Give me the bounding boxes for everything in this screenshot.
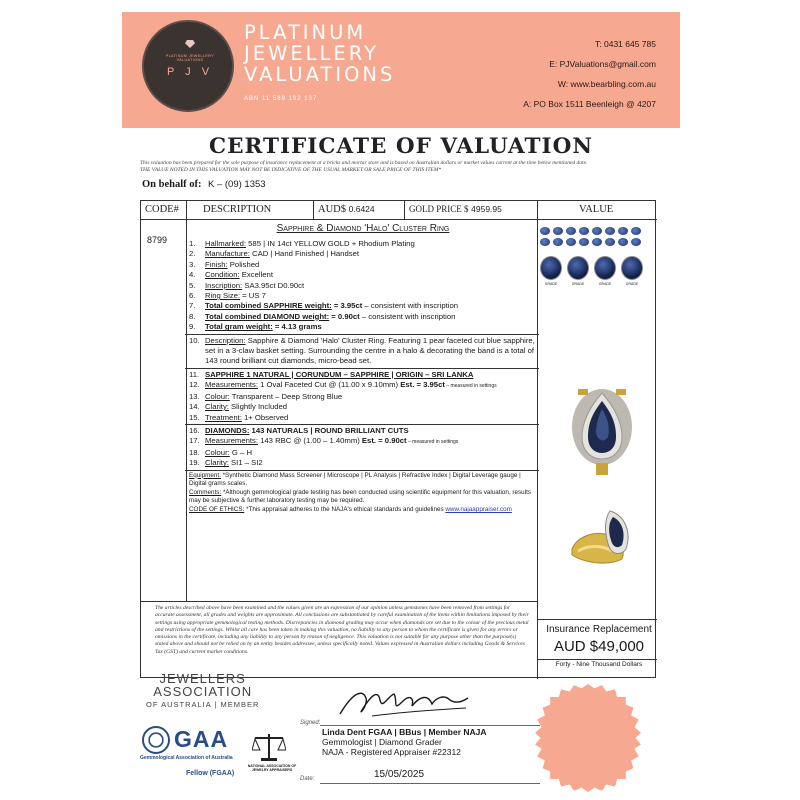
gaa-full-name: Gemmological Association of Australia [140,755,233,761]
row-number: 17. [189,436,200,446]
row-text [205,336,537,367]
sapphire-colour: Transparent – Deep Strong Blue [229,391,343,401]
header-band [122,12,680,128]
row-label: Condition: [205,270,240,280]
stone-caption: GRADE [571,282,585,286]
brand-name [244,22,395,85]
row-text-value: Excellent [239,270,273,280]
sapphire-swatch-icon [566,238,576,246]
row-number: 11. [189,369,200,379]
detail-row [189,260,537,270]
detail-row [189,448,537,458]
gold-label: GOLD PRICE $ [409,204,469,214]
brand-line-3: VALUATIONS [244,63,396,86]
sapphire-stone-image [567,256,589,280]
logo-monogram: P J V [166,66,214,78]
row-text-value: 585 | IN 14ct YELLOW GOLD + Rhodium Plating [246,239,415,248]
diamonds-colour-label: Colour: [205,447,230,457]
ethics-label: CODE OF ETHICS: [189,505,245,513]
terms-text: The articles described above have been examined and the values given are an expression of our opinion unless gemstones have been removed from settings for accurate assessment, all grades and weights are approximate. All conclusions are substantiated by careful examination of the items within limitations imposed by their settings using appropriate gemmological testing methods. Discrepancies in diamond grading may occur when diamonds are set due to the colour of the precious metal and restrictions of the settings. Whilst all care has been taken in making this valuation, no liability to any person to whom the certificate is given for any errors or omissions in the certificate, including any liability to any person by reason of negligence. This valuation is not suitable for any purpose other than the purpose(s) stated above and should not be relied on by an entity besides addressee, unless specifically noted. Values expressed in Australian dollars including Goods & Services Tax (GST) and current market conditions. [155,605,529,655]
row-label: Total combined DIAMOND weight: [205,311,330,321]
jewellers-association-logo [146,672,259,711]
code-column-divider [186,201,187,601]
aud-value: 0.6424 [348,204,375,214]
row-label: Finish: [205,259,228,269]
row-number: 3. [189,259,196,269]
footer-divider [141,601,537,602]
diamond-icon [185,40,195,48]
detail-row [189,312,537,322]
detail-row [189,249,537,259]
row-label: Ring Size: [205,291,241,301]
detail-row [189,436,537,447]
row-text [205,436,537,447]
row-number: 16. [189,425,200,435]
diamonds-est: Est. = 0.90ct [359,436,407,446]
detail-row [189,392,537,402]
comments-text: *Although gemmological grade testing has been conducted using scientific equipment for this valuation, results may be subjective & further laboratory testing may be required. [189,488,531,505]
signer-name: Linda Dent FGAA | BBus | Member NAJA [322,727,487,737]
diamonds-heading: DIAMONDS: [205,425,250,435]
row-value: = 3.95ct [331,301,363,311]
row-text [205,301,537,311]
sapphire-swatch-icon [605,227,615,235]
section-divider [185,424,539,425]
row-label: Manufacture: [205,249,250,259]
detail-row [189,301,537,311]
gem-images [540,227,654,286]
diamonds-meas-note: – measured in settings [406,439,459,446]
gaa-logo-text: GAA [174,726,229,752]
row-number: 18. [189,447,200,457]
email[interactable]: E: PJValuations@gmail.com [549,59,656,69]
behalf-label: On behalf of: [142,179,202,190]
row-text [205,370,537,380]
row-number: 12. [189,380,200,390]
sapphire-swatch-icon [618,238,628,246]
row-number: 10. [189,335,200,345]
aud-header [318,204,375,215]
gold-value: 4959.95 [471,204,502,214]
row-text-value: SA3.95ct D0.90ct [242,280,305,290]
row-text [205,458,537,468]
pjv-logo [142,20,234,112]
stone-caption: GRADE [598,282,612,286]
detail-row [189,402,537,412]
signer-registration: NAJA - Registered Appraiser #22312 [322,747,461,757]
signature-image [332,684,472,724]
row-number: 6. [189,291,196,301]
insurance-value-words: Forty - Nine Thousand Dollars [555,661,643,668]
sapphire-stone-image [621,256,643,280]
row-text-value: – consistent with inscription [362,301,458,311]
diamonds-colour: G – H [229,447,253,457]
sapphire-swatch-icon [631,227,641,235]
sapphire-swatch-icon [631,238,641,246]
row-number: 14. [189,402,200,412]
sapphire-stone-image [594,256,616,280]
sapphire-est: Est. = 3.95ct [398,380,445,390]
aud-label: AUD$ [318,204,346,215]
signer-role: Gemmologist | Diamond Grader [322,737,442,747]
gaa-emblem-icon [142,726,170,754]
row-text [205,239,537,249]
date-line [320,783,540,784]
row-text [205,448,537,458]
gold-divider [404,201,405,219]
insurance-label: Insurance Replacement [546,624,652,635]
disclaimer-line-2: THE VALUE NOTED IN THIS VALUATION MAY NOT BE INDICATIVE OF THE USUAL MARKET OR SALE PRICE OF THIS ITEM* [140,167,442,173]
sapphire-swatch-icon [592,238,602,246]
sapphire-meas-label: Measurements: [205,380,258,390]
value-header: VALUE [579,204,614,215]
diamonds-meas: 143 RBC @ (1.00 – 1.40mm) [257,436,360,446]
sapphire-swatch-icon [553,238,563,246]
insurance-top-divider [537,619,657,620]
detail-row [189,270,537,280]
row-text [205,312,537,322]
section-divider [185,334,539,335]
row-number: 9. [189,322,196,332]
detail-row [189,336,537,367]
row-text [205,291,537,301]
comments-label: Comments: [189,488,222,496]
header-divider [141,219,657,220]
logo-small-text: PLATINUM JEWELLERY VALUATIONS [165,54,215,62]
row-number: 13. [189,391,200,401]
insurance-value: AUD $49,000 [553,638,645,655]
sapphire-swatch-icon [553,227,563,235]
value-column-divider [537,201,538,679]
equipment-text: *Synthetic Diamond Mass Screener | Microscope | PL Analysis | Refractive Index | Digital Leverage gauge | Digital grams scales. [189,471,521,488]
detail-row [189,370,537,380]
equipment-label: Equipment: [189,471,221,479]
stone-caption: GRADE [544,282,558,286]
ja-line-2: ASSOCIATION [153,684,253,699]
comments-note [189,489,537,506]
row-text-value: = US 7 [240,291,266,301]
section-divider [185,470,539,471]
gold-price-header [409,204,502,215]
sapphire-colour-label: Colour: [205,391,230,401]
row-text-value: Polished [227,259,260,269]
sapphire-clarity-label: Clarity: [205,402,229,412]
diamonds-clarity: SI1 – SI2 [228,458,263,468]
sapphire-swatch-icon [618,227,628,235]
diamonds-meas-label: Measurements: [205,436,258,446]
signer-block [322,727,487,757]
date-label: Date: [300,776,315,782]
row-text [205,281,537,291]
detail-row [189,291,537,301]
row-number: 2. [189,249,196,259]
diamonds-heading-text: 143 NATURALS | ROUND BRILLIANT CUTS [249,425,409,435]
sapphire-swatch-icon [579,227,589,235]
description-header: DESCRIPTION [203,204,272,215]
signature-line [320,725,540,726]
detail-row [189,426,537,436]
row-text [205,402,537,412]
section-divider [185,368,539,369]
grading-chart-row [540,227,654,235]
sapphire-swatch-icon [566,227,576,235]
page-title: CERTIFICATE OF VALUATION [209,134,593,159]
row-label: Inscription: [205,280,243,290]
row-text [205,426,537,436]
valuation-date: 15/05/2025 [374,769,425,780]
sapphire-swatch-icon [540,238,550,246]
company-seal [534,684,642,792]
row-number: 15. [189,412,200,422]
disclaimer [140,160,680,174]
row-label: Hallmarked: [205,239,247,248]
grading-chart-row [540,238,654,246]
description-text: Sapphire & Diamond 'Halo' Cluster Ring. Featuring 1 pear faceted cut blue sapphire, set in a 3-claw basket setting. Surrounding the centre in a halo & decorating the band is a total of 143 round brilliant cut diamonds, micro-bead set. [205,335,535,366]
postal-address: A: PO Box 1511 Beenleigh @ 4207 [523,99,656,109]
ja-line-1: JEWELLERS [159,671,246,686]
abn-number: ABN 11 589 192 137 [244,96,318,102]
row-text [205,260,537,270]
detail-row [189,458,537,468]
detail-row [189,239,537,249]
ethics-text: *This appraisal adheres to the NAJA's ethical standards and guidelines [244,505,446,513]
contact-block [523,34,656,114]
detail-row [189,281,537,291]
sapphire-heading: SAPPHIRE 1 NATURAL | CORUNDUM – SAPPHIRE | ORIGIN – SRI LANKA [205,369,474,379]
sapphire-meas: 1 Oval Faceted Cut @ (11.00 x 9.10mm) [257,380,399,390]
sapphire-meas-note: – measured in settings [444,383,497,390]
row-number: 19. [189,458,200,468]
description-label: Description: [205,335,246,345]
behalf-value: K – (09) 1353 [208,179,266,190]
row-text [205,249,537,259]
ja-line-3: OF AUSTRALIA | MEMBER [146,700,260,709]
row-text [205,322,537,332]
notes-block [189,472,537,515]
signed-label: Signed: [300,720,321,726]
row-text-value: CAD | Hand Finished | Handset [249,249,359,259]
sapphire-swatch-icon [540,227,550,235]
detail-row [189,413,537,423]
row-number: 8. [189,311,196,321]
ethics-note [189,506,537,515]
row-number: 4. [189,270,196,280]
row-label: Total combined SAPPHIRE weight: [205,301,332,311]
ring-front-photo [570,387,634,477]
sapphire-treatment: 1+ Observed [241,412,289,422]
naja-name: NATIONAL ASSOCIATION OF JEWELRY APPRAISERS [247,764,297,772]
sapphire-grade-comparison [540,256,654,280]
certificate-page [122,12,680,788]
diamonds-clarity-label: Clarity: [205,458,229,468]
row-text-value: – consistent with inscription [359,311,456,321]
row-text [205,413,537,423]
item-code: 8799 [147,235,168,245]
item-title: Sapphire & Diamond 'Halo' Cluster Ring [276,223,450,234]
sapphire-swatch-icon [592,227,602,235]
disclaimer-line-1: This valuation has been prepared for the sole purpose of insurance replacement at a bricks and mortar store and is based on Australian dollars or market values current at the time below mentioned date. [140,160,588,166]
sapphire-swatch-icon [605,238,615,246]
row-number: 7. [189,301,196,311]
sapphire-stone-image [540,256,562,280]
website[interactable]: W: www.bearbling.com.au [557,79,656,89]
row-text [205,392,537,402]
aud-divider [313,201,314,219]
row-text [205,380,537,391]
equipment-note [189,472,537,489]
sapphire-swatch-icon [579,238,589,246]
code-header: CODE# [145,204,179,215]
detail-row [189,322,537,332]
sapphire-clarity: Slightly Included [228,402,288,412]
fellow-label: Fellow (FGAA) [186,770,235,777]
row-value: = 0.90ct [329,311,360,321]
stone-caption: GRADE [625,282,639,286]
row-number: 5. [189,280,196,290]
detail-row [189,380,537,391]
item-details [189,239,537,515]
row-value: = 4.13 grams [272,322,322,332]
naja-link[interactable]: www.najaappraiser.com [445,505,512,513]
phone: T: 0431 645 785 [595,39,656,49]
ring-side-photo [568,505,634,567]
row-text [205,270,537,280]
stone-captions [540,282,654,286]
insurance-bottom-divider [537,659,657,660]
valuation-table [140,200,656,678]
sapphire-treatment-label: Treatment: [205,412,242,422]
scales-icon [252,732,286,762]
brand-line-1: PLATINUM [244,21,367,44]
row-label: Total gram weight: [205,322,273,332]
row-number: 1. [189,239,196,248]
brand-line-2: JEWELLERY [244,42,379,65]
